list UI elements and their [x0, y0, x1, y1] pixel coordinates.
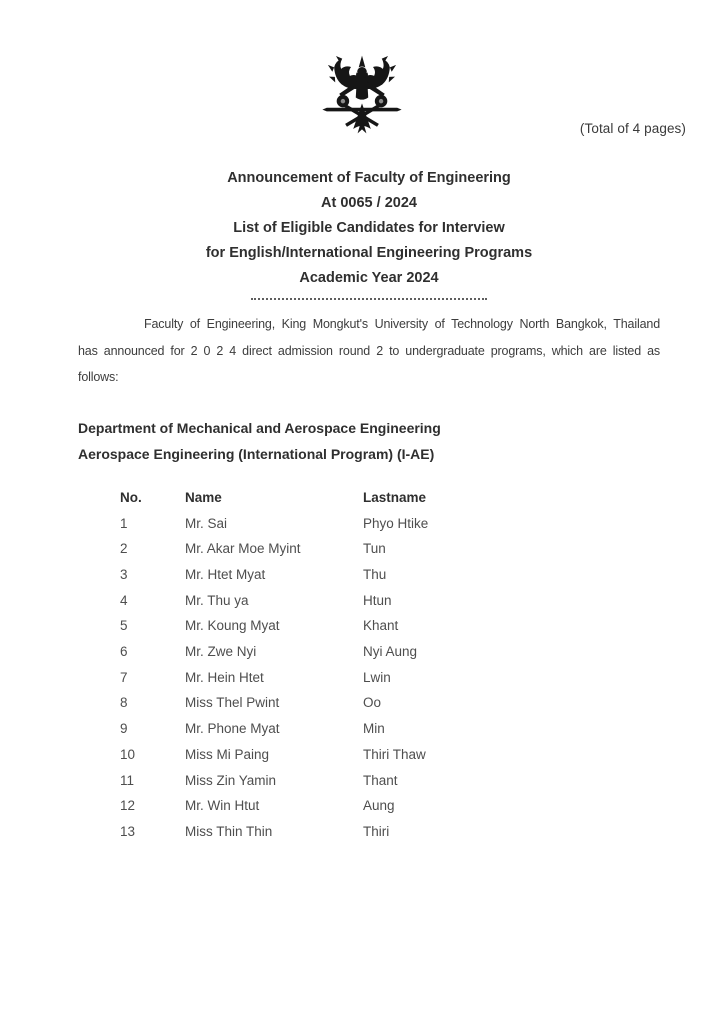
cell-name: Miss Thel Pwint: [185, 695, 280, 711]
cell-name: Miss Zin Yamin: [185, 772, 277, 788]
intro-line-2: has announced for 2 0 2 4 direct admission round 2 to undergraduate programs, which are listed as: [78, 343, 660, 358]
cell-lastname: Lwin: [363, 669, 391, 685]
title-line-programs: for English/International Engineering Programs: [205, 245, 533, 261]
cell-lastname: Htun: [363, 592, 392, 608]
title-line-year: Academic Year 2024: [299, 270, 439, 286]
title-line-list: List of Eligible Candidates for Interview: [233, 220, 505, 236]
table-body: [120, 511, 513, 845]
cell-no: 10: [120, 746, 136, 762]
cell-no: 4: [120, 592, 128, 608]
cell-lastname: Thu: [363, 566, 387, 582]
title-block: [78, 166, 660, 291]
table-row: [120, 742, 513, 768]
cell-no: 6: [120, 644, 128, 660]
cell-lastname: Thant: [363, 772, 398, 788]
cell-no: 3: [120, 566, 128, 582]
table-row: [120, 562, 513, 588]
table-row: [120, 639, 513, 665]
cell-no: 2: [120, 541, 128, 557]
cell-no: 8: [120, 695, 128, 711]
cell-name: Mr. Zwe Nyi: [185, 644, 257, 660]
cell-name: Miss Thin Thin: [185, 823, 273, 839]
table-header-row: [120, 485, 513, 511]
table-row: [120, 793, 513, 819]
cell-name: Mr. Hein Htet: [185, 669, 264, 685]
cell-no: 13: [120, 823, 136, 839]
cell-name: Mr. Akar Moe Myint: [185, 541, 301, 557]
candidates-table: [120, 485, 513, 845]
cell-no: 11: [120, 772, 135, 788]
table-row: [120, 665, 513, 691]
table-row: [120, 768, 513, 794]
table-row: [120, 690, 513, 716]
cell-name: Mr. Thu ya: [185, 592, 249, 608]
title-line-announcement: Announcement of Faculty of Engineering: [227, 170, 511, 186]
garuda-emblem-icon: [318, 52, 406, 140]
department-heading: Department of Mechanical and Aerospace Engineering: [78, 419, 441, 436]
cell-lastname: Nyi Aung: [363, 644, 418, 660]
cell-name: Mr. Sai: [185, 515, 228, 531]
cell-lastname: Aung: [363, 798, 395, 814]
cell-lastname: Tun: [363, 541, 386, 557]
document-content: [0, 166, 724, 845]
intro-line-1: Faculty of Engineering, King Mongkut's University of Technology North Bangkok, Thailand: [144, 317, 660, 331]
table-row: [120, 588, 513, 614]
cell-lastname: Phyo Htike: [363, 515, 429, 531]
cell-lastname: Thiri Thaw: [363, 746, 426, 762]
cell-lastname: Min: [363, 721, 385, 737]
table-row: [120, 819, 513, 845]
table-row: [120, 716, 513, 742]
cell-lastname: Oo: [363, 695, 382, 711]
cell-name: Mr. Phone Myat: [185, 721, 280, 737]
cell-lastname: Thiri: [363, 823, 390, 839]
table-row: [120, 536, 513, 562]
cell-no: 5: [120, 618, 128, 634]
dotted-separator: [251, 298, 487, 300]
intro-paragraph: [78, 311, 660, 391]
header-lastname: Lastname: [363, 489, 427, 505]
cell-name: Mr. Win Htut: [185, 798, 260, 814]
cell-name: Mr. Koung Myat: [185, 618, 280, 634]
cell-no: 9: [120, 721, 128, 737]
total-pages-note: (Total of 4 pages): [579, 121, 686, 136]
cell-lastname: Khant: [363, 618, 399, 634]
cell-no: 12: [120, 798, 136, 814]
section-heading: [78, 415, 660, 467]
table-row: [120, 613, 513, 639]
cell-name: Miss Mi Paing: [185, 746, 270, 762]
program-heading: Aerospace Engineering (International Program) (I-AE): [78, 445, 435, 462]
cell-name: Mr. Htet Myat: [185, 566, 266, 582]
table-row: [120, 511, 513, 537]
header-no: No.: [120, 489, 142, 505]
intro-line-3: follows:: [78, 370, 119, 384]
header-name: Name: [185, 489, 222, 505]
cell-no: 7: [120, 669, 128, 685]
title-line-number: At 0065 / 2024: [321, 195, 417, 211]
cell-no: 1: [120, 515, 128, 531]
